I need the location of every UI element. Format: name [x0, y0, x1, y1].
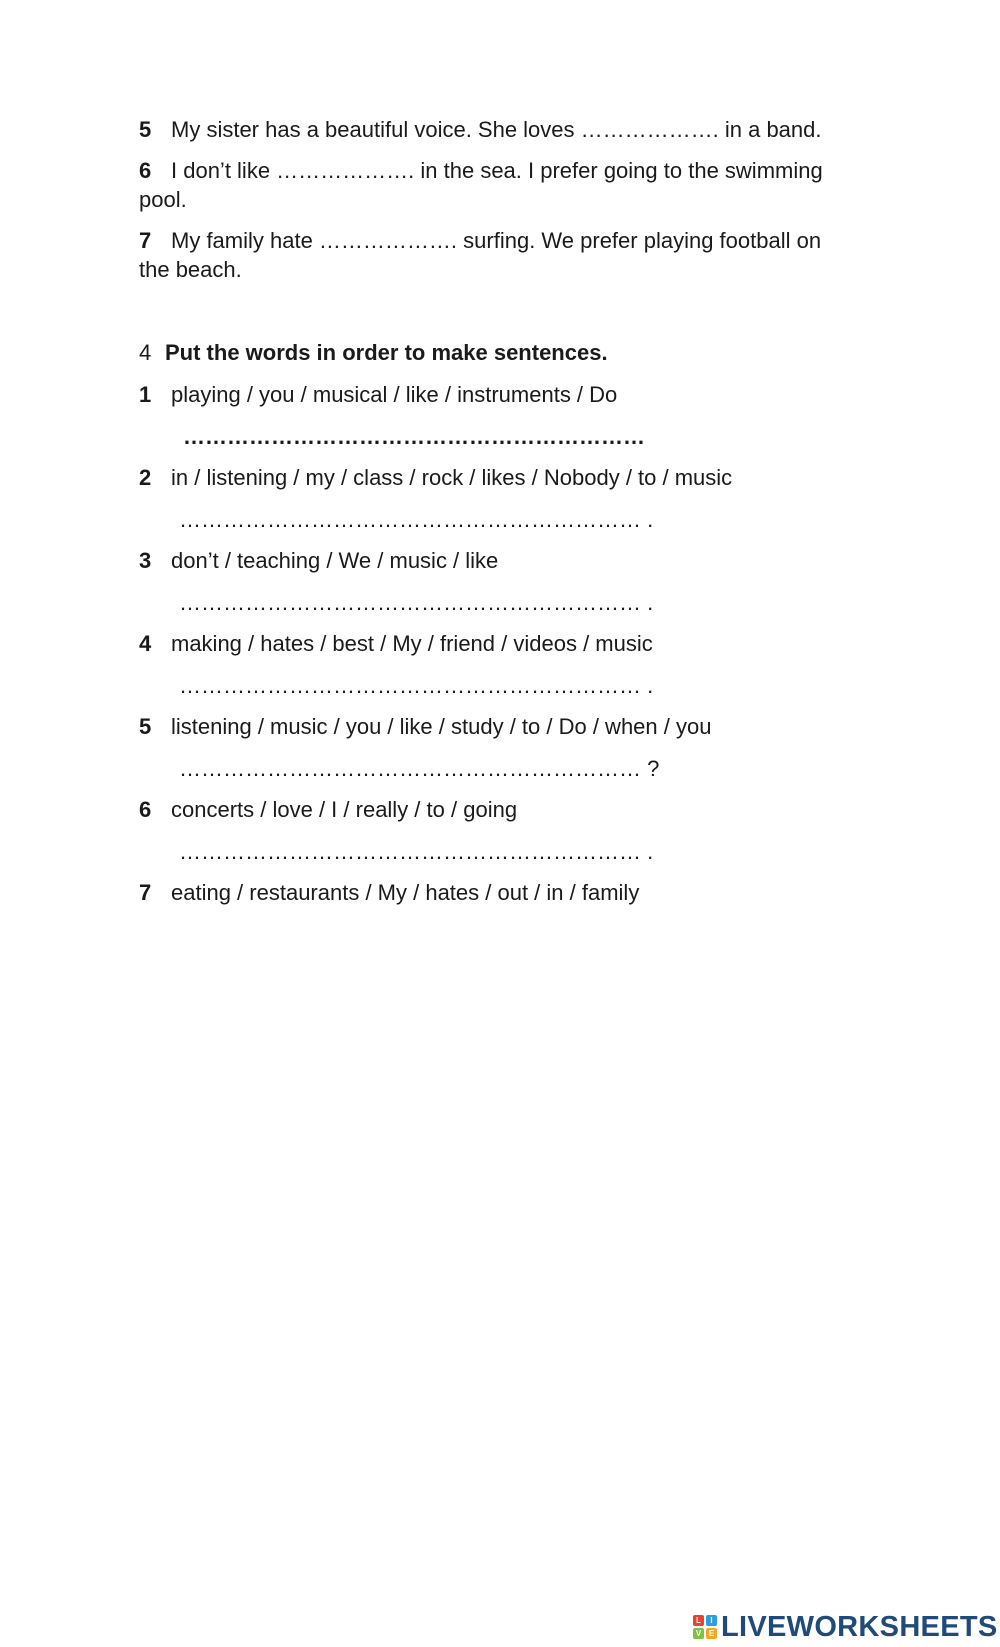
- item-number: 5: [139, 117, 152, 142]
- item-words: in / listening / my / class / rock / likes / Nobody / to / music: [171, 465, 733, 490]
- item-text: I don’t like ………………. in the sea. I prefer going to the swimming: [171, 158, 823, 183]
- ex4-answer-line-2[interactable]: ……………………………………………………… .: [179, 507, 654, 532]
- item-words: concerts / love / I / really / to / going: [171, 797, 518, 822]
- item-text: My sister has a beautiful voice. She loves ………………. in a band.: [171, 117, 822, 142]
- ex4-item-3: [139, 546, 498, 575]
- ex3-item-7: [139, 226, 821, 255]
- ex4-answer-line-6[interactable]: ……………………………………………………… .: [179, 839, 654, 864]
- item-number: 2: [139, 465, 152, 490]
- item-number: 7: [139, 228, 152, 253]
- item-words: listening / music / you / like / study / to / Do / when / you: [171, 714, 712, 739]
- item-number: 4: [139, 631, 152, 656]
- liveworksheets-logo: [693, 1610, 998, 1644]
- exercise-number: 4: [139, 340, 152, 365]
- ex3-item-7-continued: the beach.: [139, 257, 242, 282]
- item-number: 1: [139, 382, 152, 407]
- exercise-instruction: Put the words in order to make sentences.: [165, 340, 608, 365]
- item-text: My family hate ………………. surfing. We prefer playing football on: [171, 228, 822, 253]
- ex4-answer-line-5[interactable]: ……………………………………………………… ?: [179, 756, 660, 781]
- item-number: 3: [139, 548, 152, 573]
- ex3-item-5: [139, 115, 822, 144]
- ex4-item-6: [139, 795, 517, 824]
- item-words: eating / restaurants / My / hates / out / in / family: [171, 880, 640, 905]
- item-words: don’t / teaching / We / music / like: [171, 548, 499, 573]
- logo-blocks-icon: [693, 1615, 717, 1639]
- ex4-item-4: [139, 629, 653, 658]
- item-number: 6: [139, 158, 152, 183]
- item-number: 6: [139, 797, 152, 822]
- ex4-heading: [139, 338, 608, 367]
- ex4-answer-line-4[interactable]: ……………………………………………………… .: [179, 673, 654, 698]
- ex4-item-5: [139, 712, 711, 741]
- ex4-item-7: [139, 878, 639, 907]
- logo-block: V: [693, 1628, 704, 1639]
- item-number: 5: [139, 714, 152, 739]
- item-words: making / hates / best / My / friend / videos / music: [171, 631, 653, 656]
- logo-block: I: [706, 1615, 717, 1626]
- logo-text: LIVEWORKSHEETS: [721, 1610, 998, 1643]
- logo-block: E: [706, 1628, 717, 1639]
- item-number: 7: [139, 880, 152, 905]
- ex4-answer-line-3[interactable]: ……………………………………………………… .: [179, 590, 654, 615]
- ex4-answer-line-1[interactable]: ………………………………………………………: [183, 424, 645, 449]
- item-words: playing / you / musical / like / instruments / Do: [171, 382, 618, 407]
- logo-block: L: [693, 1615, 704, 1626]
- ex3-item-6: [139, 156, 823, 185]
- ex3-item-6-continued: pool.: [139, 187, 187, 212]
- ex4-item-2: [139, 463, 732, 492]
- ex4-item-1: [139, 380, 617, 409]
